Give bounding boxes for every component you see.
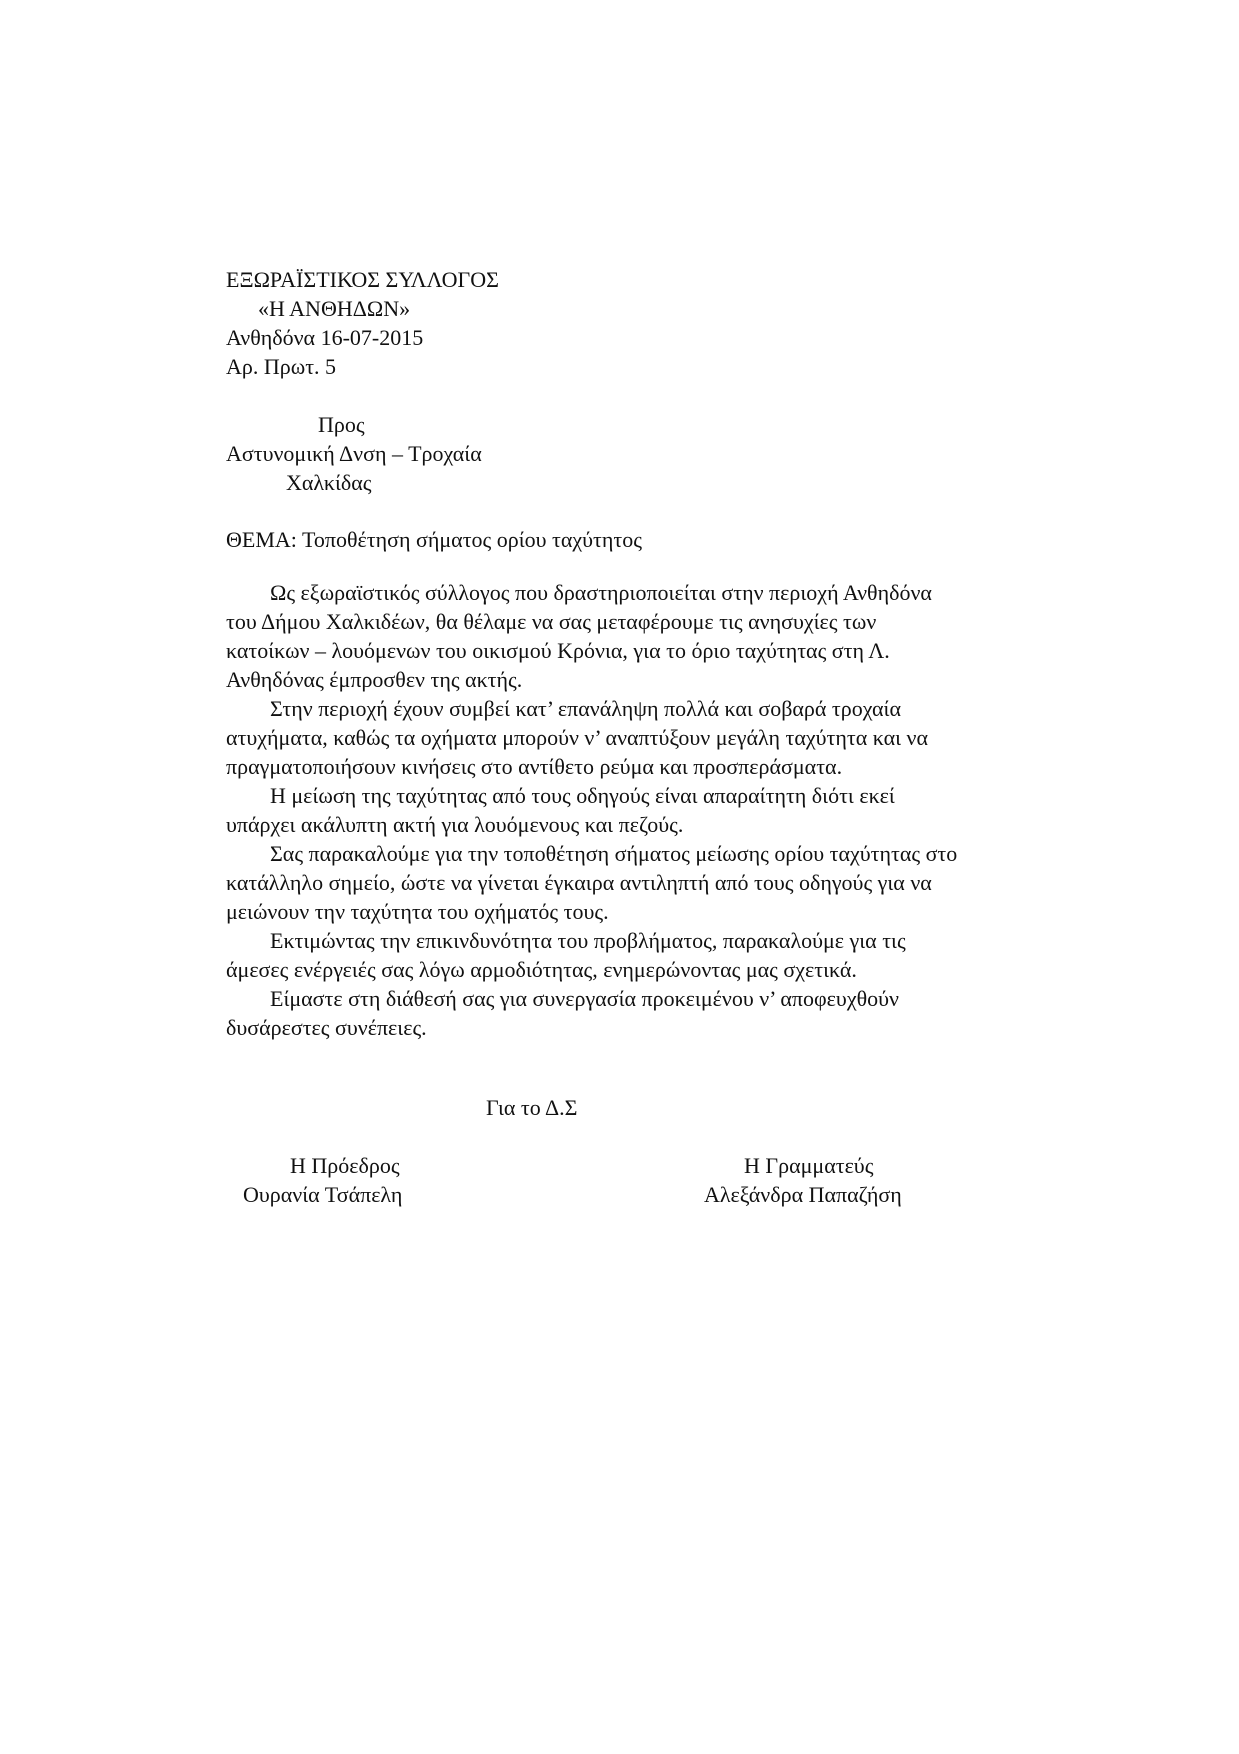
- recipient-city: Χαλκίδας: [286, 470, 372, 495]
- org-name: ΕΞΩΡΑΪΣΤΙΚΟΣ ΣΥΛΛΟΓΟΣ: [226, 267, 499, 292]
- org-subtitle: «Η ΑΝΘΗΔΩΝ»: [258, 296, 411, 321]
- recipient-to: Προς: [318, 412, 365, 437]
- body-paragraph: Στην περιοχή έχουν συμβεί κατ’ επανάληψη πολλά και σοβαρά τροχαία ατυχήματα, καθώς τα οχήματα μπορούν ν’ αναπτύξουν μεγάλη ταχύτητα και να πραγματοποιήσουν κινήσεις στο αντίθετο ρεύμα και προσπεράσματα.: [226, 696, 929, 779]
- place-date: Ανθηδόνα 16-07-2015: [226, 325, 424, 350]
- recipient-name: Αστυνομική Δνση – Τροχαία: [226, 441, 482, 466]
- secretary-name: Αλεξάνδρα Παπαζήση: [704, 1182, 902, 1207]
- body-paragraph: Είμαστε στη διάθεσή σας για συνεργασία προκειμένου ν’ αποφευχθούν δυσάρεστες συνέπειες.: [226, 986, 899, 1040]
- letter-body: [226, 578, 1066, 1042]
- body-paragraph: Εκτιμώντας την επικινδυνότητα του προβλήματος, παρακαλούμε για τις άμεσες ενέργειές σας λόγω αρμοδιότητας, ενημερώνοντας μας σχετικά.: [226, 928, 906, 982]
- for-board: Για το Δ.Σ: [486, 1095, 578, 1120]
- protocol-number: Αρ. Πρωτ. 5: [226, 354, 337, 379]
- body-paragraph: Σας παρακαλούμε για την τοποθέτηση σήματος μείωσης ορίου ταχύτητας στο κατάλληλο σημείο, ώστε να γίνεται έγκαιρα αντιληπτή από τους οδηγούς για να μειώνουν την ταχύτητα του οχήματός τους.: [226, 841, 958, 924]
- secretary-title: Η Γραμματεύς: [744, 1153, 874, 1178]
- body-paragraph: Η μείωση της ταχύτητας από τους οδηγούς είναι απαραίτητη διότι εκεί υπάρχει ακάλυπτη ακτή για λουόμενους και πεζούς.: [226, 783, 895, 837]
- president-title: Η Πρόεδρος: [290, 1153, 400, 1178]
- president-name: Ουρανία Τσάπελη: [243, 1182, 403, 1207]
- subject-line: ΘΕΜΑ: Τοποθέτηση σήματος ορίου ταχύτητος: [226, 527, 642, 552]
- body-paragraph: Ως εξωραϊστικός σύλλογος που δραστηριοποιείται στην περιοχή Ανθηδόνα του Δήμου Χαλκιδέων, θα θέλαμε να σας μεταφέρουμε τις ανησυχίες των κατοίκων – λουόμενων του οικισμού Κρόνια, για το όριο ταχύτητας στη Λ. Ανθηδόνας έμπροσθεν της ακτής.: [226, 580, 932, 692]
